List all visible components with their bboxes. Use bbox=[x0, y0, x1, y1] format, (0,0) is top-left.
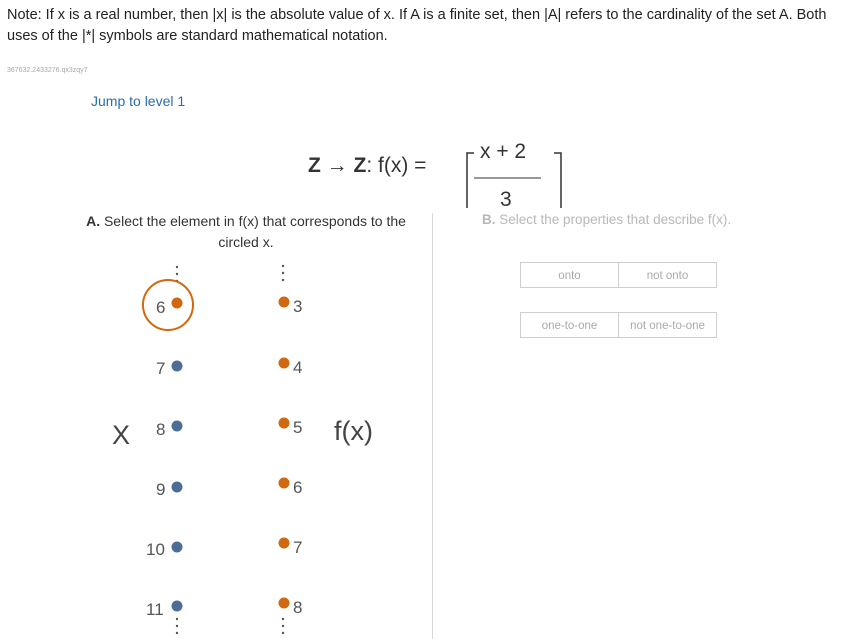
onto-button[interactable]: onto bbox=[520, 262, 619, 288]
function-lhs: : f(x) = bbox=[366, 154, 427, 177]
domain-dot[interactable] bbox=[172, 421, 183, 432]
fraction-numerator: x + 2 bbox=[480, 140, 527, 163]
note-text: Note: If x is a real number, then |x| is the absolute value of x. If A is a finite set, then |A| refers to the cardinality of the set A. Both uses of the |*| symbols are standard mathematical notation. bbox=[7, 7, 827, 44]
codomain-dot[interactable] bbox=[279, 418, 290, 429]
one-to-one-button[interactable]: one-to-one bbox=[520, 312, 619, 338]
problem-id: 367632.2433276.qx3zqy7 bbox=[7, 67, 88, 74]
codomain-element-label: 6 bbox=[293, 478, 303, 497]
fraction-denominator: 3 bbox=[500, 188, 512, 211]
part-a-text: Select the element in f(x) that corresponds to the circled x. bbox=[103, 213, 406, 250]
codomain-symbol: Z bbox=[353, 154, 367, 177]
jump-to-level-link[interactable]: Jump to level 1 bbox=[91, 93, 186, 109]
arrow-symbol: → bbox=[326, 154, 348, 177]
domain-symbol: Z bbox=[308, 154, 321, 177]
part-b-label: B. bbox=[482, 212, 496, 227]
domain-dot[interactable] bbox=[172, 361, 183, 372]
codomain-element-label: 4 bbox=[293, 358, 303, 377]
codomain-label: f(x) bbox=[334, 416, 373, 446]
codomain-element-label: 5 bbox=[293, 418, 303, 437]
part-b-text: Select the properties that describe f(x). bbox=[499, 212, 732, 227]
not-onto-button[interactable]: not onto bbox=[618, 262, 717, 288]
codomain-dot[interactable] bbox=[279, 478, 290, 489]
domain-element-label: 6 bbox=[156, 298, 166, 317]
codomain-dot[interactable] bbox=[279, 538, 290, 549]
codomain-dot[interactable] bbox=[279, 358, 290, 369]
domain-label: X bbox=[112, 420, 131, 450]
codomain-element-label: 7 bbox=[293, 538, 303, 557]
domain-element-label: 11 bbox=[146, 600, 164, 619]
codomain-dot[interactable] bbox=[279, 598, 290, 609]
part-a-label: A. bbox=[86, 213, 101, 229]
codomain-dot[interactable] bbox=[279, 297, 290, 308]
domain-element-label: 9 bbox=[156, 480, 166, 499]
codomain-element-label: 8 bbox=[293, 598, 303, 617]
codomain-element-label: 3 bbox=[293, 297, 303, 316]
domain-dot[interactable] bbox=[172, 601, 183, 612]
domain-dot[interactable] bbox=[172, 482, 183, 493]
domain-dot-selected[interactable] bbox=[172, 298, 183, 309]
domain-element-label: 7 bbox=[156, 359, 166, 378]
domain-dot[interactable] bbox=[172, 542, 183, 553]
domain-element-label: 10 bbox=[146, 540, 165, 559]
not-one-to-one-button[interactable]: not one-to-one bbox=[618, 312, 717, 338]
domain-element-label: 8 bbox=[156, 420, 166, 439]
